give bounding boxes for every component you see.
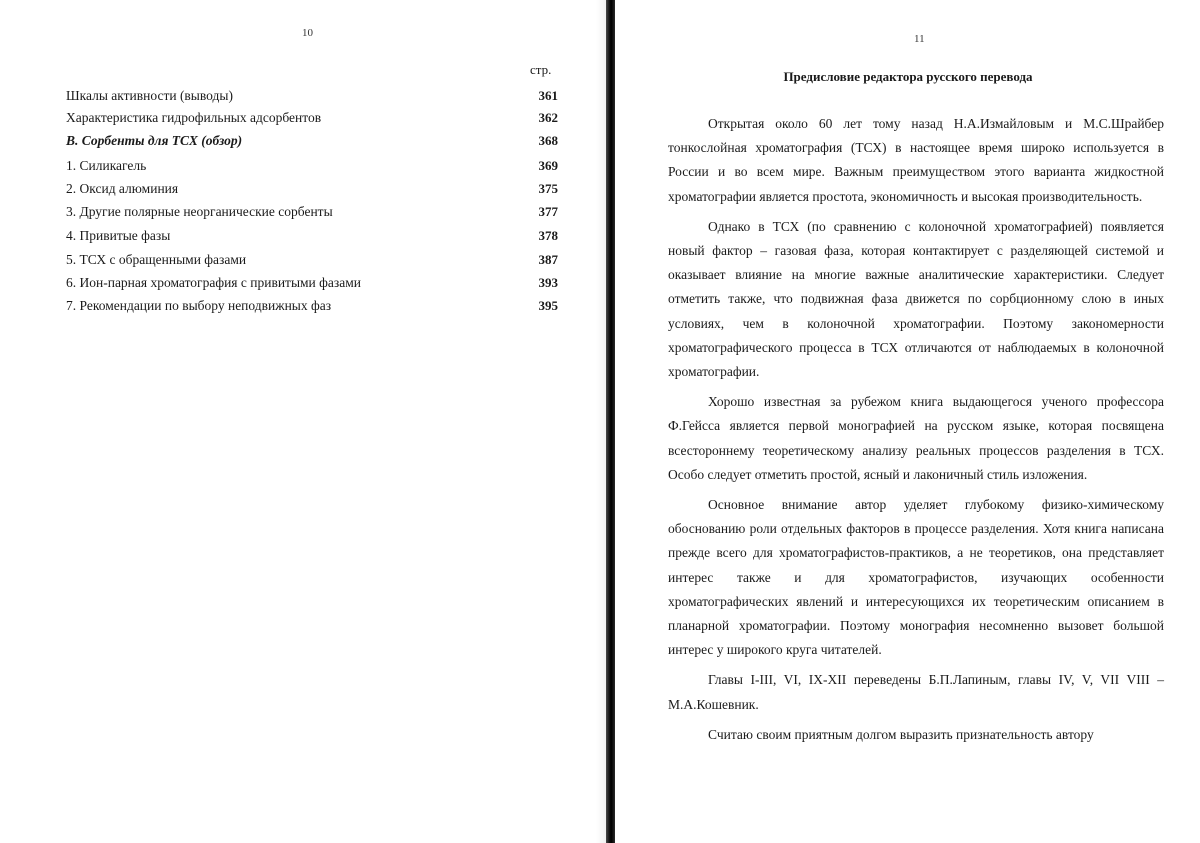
paragraph: Считаю своим приятным долгом выразить признательность автору xyxy=(708,726,1094,742)
toc-column-header: стр. xyxy=(530,62,552,77)
toc-entry-page: 378 xyxy=(538,228,558,243)
toc-entry-label: 2. Оксид алюминия xyxy=(66,181,179,196)
toc-entry-label: Характеристика гидрофильных адсорбентов xyxy=(66,110,322,125)
toc-entry-label: 6. Ион-парная хроматография с привитыми фазами xyxy=(66,275,361,290)
paragraph: Открытая около 60 лет тому назад Н.А.Измайловым и М.С.Шрайбер тонкослойная хроматография (ТСХ) в настоящее время широко используется в России и во всем мире. Важным преимуществом этого варианта жидкостной хроматографии является простота, экономичность и высокая производительность. xyxy=(668,116,1164,204)
page-number: 10 xyxy=(302,27,313,39)
toc-entry xyxy=(66,181,558,203)
paragraph: Главы I-III, VI, IX-XII переведены Б.П.Лапиным, главы IV, V, VII VIII – М.А.Кошевник. xyxy=(668,672,1164,712)
preface-title: Предисловие редактора русского перевода xyxy=(783,69,1033,84)
toc-entry xyxy=(66,228,558,250)
toc-entry xyxy=(66,275,558,297)
toc-entry-page: 395 xyxy=(538,298,558,313)
book-spine xyxy=(606,0,615,843)
right-page xyxy=(616,0,1200,843)
paragraph: Хорошо известная за рубежом книга выдающегося ученого профессора Ф.Гейсса является первой монографией на русском языке, которая посвящена всестороннему теоретическому анализу реальных процессов разделения в ТСХ. Особо следует отметить простой, ясный и лаконичный стиль изложения. xyxy=(668,394,1164,482)
toc-section-heading xyxy=(66,133,558,155)
toc-entry-label: 4. Привитые фазы xyxy=(66,228,171,243)
toc-entry-page: 362 xyxy=(538,110,558,125)
toc-entry-page: 375 xyxy=(538,181,558,196)
toc-entry-label: 3. Другие полярные неорганические сорбенты xyxy=(66,204,333,219)
toc-entry-label: 1. Силикагель xyxy=(66,158,147,173)
toc-entry-page: 387 xyxy=(538,252,558,267)
paragraph: Основное внимание автор уделяет глубокому физико-химическому обоснованию роли отдельных факторов в процессе разделения. Хотя книга написана прежде всего для хроматографистов-практиков, а не теоретиков, она представляет интерес также и для хроматографистов, изучающих особенности хроматографических явлений и интересующихся их теоретическим описанием в планарной хроматографии. Поэтому монография несомненно вызовет большой интерес у широкого круга читателей. xyxy=(668,497,1164,658)
toc-entry xyxy=(66,204,558,226)
toc-entry-page: 377 xyxy=(538,204,558,219)
toc-entry xyxy=(66,88,558,110)
toc-entry xyxy=(66,158,558,180)
paragraph: Однако в ТСХ (по сравнению с колоночной хроматографией) появляется новый фактор – газовая фаза, которая контактирует с разделяющей системой и оказывает влияние на многие важные аналитические характеристики. Следует отметить также, что подвижная фаза движется по сорбционному слою в иных условиях, чем в колоночной хроматографии. Поэтому закономерности хроматографического процесса в ТСХ отличаются от наблюдаемых в колоночной хроматографии. xyxy=(668,218,1164,380)
toc-entry xyxy=(66,298,558,320)
preface-body xyxy=(668,112,1164,753)
toc-entry-page: 369 xyxy=(538,158,558,173)
toc-entry-page: 393 xyxy=(538,275,558,290)
toc-entry-label: Шкалы активности (выводы) xyxy=(66,88,233,103)
toc-entry-label: 7. Рекомендации по выбору неподвижных фаз xyxy=(66,298,332,313)
toc-entry xyxy=(66,110,558,132)
toc-entry-label: В. Сорбенты для ТСХ (обзор) xyxy=(66,133,243,148)
spine-shadow xyxy=(596,0,606,843)
toc-entry-page: 361 xyxy=(538,88,558,103)
page-number: 11 xyxy=(914,33,925,45)
toc-entry xyxy=(66,252,558,274)
toc-entry-page: 368 xyxy=(538,133,558,148)
toc-entry-label: 5. ТСХ с обращенными фазами xyxy=(66,252,247,267)
